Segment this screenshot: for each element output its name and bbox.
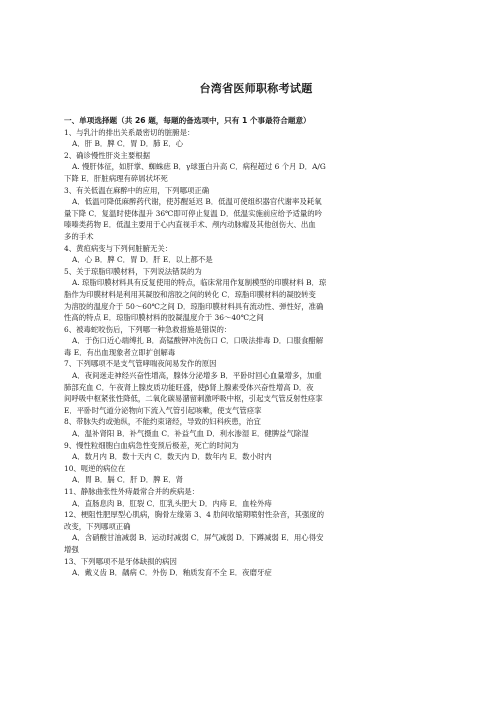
question-text-line: 改变，下列哪项正确 xyxy=(64,521,131,531)
question-text-line: A．胃 B．膈 C．肝 D．脾 E．肾 xyxy=(72,475,184,485)
question-text-line: 增强 xyxy=(64,544,79,554)
question-text-line: 下降 E．肝脏病理有碎屑状坏死 xyxy=(64,173,168,183)
question-item xyxy=(64,440,448,463)
question-stem: 8、带脉失约或弛纵，不能约束诸经，导致的妇科疾患，治宜 xyxy=(64,417,261,427)
question-text-line: A．戴义齿 B．龋病 C．外伤 D．釉质发育不全 E．夜磨牙症 xyxy=(72,568,272,578)
question-text-line: A．夜间迷走神经兴奋性增高，腺体分泌增多 B．平卧时回心血量增多，加重 xyxy=(72,371,322,381)
question-stem: 10、呃逆的病位在 xyxy=(64,463,126,473)
question-text-line: 毒 E．有出血现象者立即扩创解毒 xyxy=(64,347,176,357)
section-heading: 一、单项选择题（共 26 题，每题的备选项中，只有 1 个事最符合题意） xyxy=(64,116,311,125)
question-item xyxy=(64,509,448,555)
question-text-line: E．平卧时气道分泌物向下流入气管引起咳嗽，使支气管痉挛 xyxy=(64,405,262,415)
question-text-line: A．含硝酸甘油减弱 B．运动时减弱 C．屏气减弱 D．下蹲减弱 E．用心得安 xyxy=(72,533,324,543)
question-text-line: A．数月内 B．数十天内 C．数天内 D．数年内 E．数小时内 xyxy=(72,452,272,462)
question-text-line: 嗪嗪类药物 E．低温主要用于心内直视手术、颅内动脉瘤及其他创伤大、出血 xyxy=(64,220,316,230)
question-text-line: 脂作为印膜材料是利用其凝胶和溶胶之间的转化 C．琼脂印膜材料的凝胶转变 xyxy=(64,289,316,299)
question-stem: 5、关于琼脂印膜材料，下列说法错误的为 xyxy=(64,266,202,276)
question-stem: 12、梗阻性肥厚型心肌病，胸骨左缘第 3、4 肋间收缩期喷射性杂音，其强度的 xyxy=(64,510,325,520)
question-text-line: A．温补肾阳 B．补气摄血 C．补益气血 D．利水渗湿 E．健脾益气除湿 xyxy=(72,429,309,439)
question-text-line: A. 慢肝体征，如肝掌、蜘蛛痣 B．γ球蛋白升高 C．病程超过 6 个月 D．A/G xyxy=(72,162,326,172)
question-text-line: 为溶胶的温度介于 50～60℃之间 D．琼脂印膜材料具有流动性、弹性好，准确 xyxy=(64,301,324,311)
question-item xyxy=(64,150,448,185)
question-stem: 13、下列哪项不是牙体缺损的病因 xyxy=(64,556,177,566)
question-item xyxy=(64,556,448,579)
question-text-line: A．于伤口近心端缚扎 B．高锰酸钾冲洗伤口 C．口吸法排毒 D．口服食醋解 xyxy=(72,336,324,346)
question-item xyxy=(64,266,448,324)
question-stem: 4、黄疸病变与下列何脏腑无关： xyxy=(64,243,173,253)
question-stem: 7、下列哪项不是支气管哮喘夜间易发作的原因 xyxy=(64,359,217,369)
question-item xyxy=(64,358,448,416)
question-text-line: 间呼吸中枢紧张性降低，二氧化碳易潴留刺激呼吸中枢，引起支气管反射性痉挛 xyxy=(64,394,323,404)
question-text-line: A．低温可降低麻醉药代谢，使苏醒延迟 B．低温可使组织器官代谢率及耗氧 xyxy=(72,197,322,207)
question-text-line: 多的手术 xyxy=(64,231,94,241)
question-item xyxy=(64,185,448,243)
question-text-line: 量下降 C．复温时使体温升 36℃即可停止复温 D．低温实施前应给予适量的吟 xyxy=(64,208,323,218)
question-text-line: 性高的特点 E．琼脂印膜材料的胶凝温度介于 36～40℃之间 xyxy=(64,313,264,323)
question-item xyxy=(64,127,448,150)
document-title: 台湾省医师职称考试题 xyxy=(199,82,313,95)
question-item xyxy=(64,324,448,359)
question-stem: 1、与乳汁的排出关系最密切的脏腑是： xyxy=(64,127,195,137)
question-item xyxy=(64,486,448,509)
question-stem: 3、有关低温在麻醉中的应用，下列哪项正确 xyxy=(64,185,210,195)
question-stem: 2、确诊慢性肝炎主要根据 xyxy=(64,150,151,160)
question-stem: 9、慢性粒细胞白血病急性变预后极差，死亡的时间为 xyxy=(64,440,239,450)
question-list xyxy=(64,127,448,579)
question-text-line: 肺部充血 C．午夜肾上腺皮质功能旺盛，使β肾上腺素受体兴奋性增高 D．夜 xyxy=(64,382,314,392)
question-stem: 11、静脉曲张性外痔最常合并的疾病是： xyxy=(64,487,200,496)
question-text-line: A．直肠息肉 B．肛裂 C．肛乳头肥大 D．内痔 E．血栓外痔 xyxy=(72,498,272,508)
question-item xyxy=(64,243,448,266)
question-stem: 6、被毒蛇咬伤后，下列哪一种急救措施是错误的： xyxy=(64,324,232,334)
question-item xyxy=(64,416,448,439)
question-item xyxy=(64,463,448,486)
question-text-line: A. 琼脂印膜材料具有反复使用的特点，临床常用作复制模型的印膜材料 B．琼 xyxy=(72,278,327,288)
question-text-line: A．心 B．脾 C．胃 D．肝 E．以上都不是 xyxy=(72,255,213,265)
question-text-line: A．肝 B．脾 C．胃 D．肺 E．心 xyxy=(72,139,184,149)
